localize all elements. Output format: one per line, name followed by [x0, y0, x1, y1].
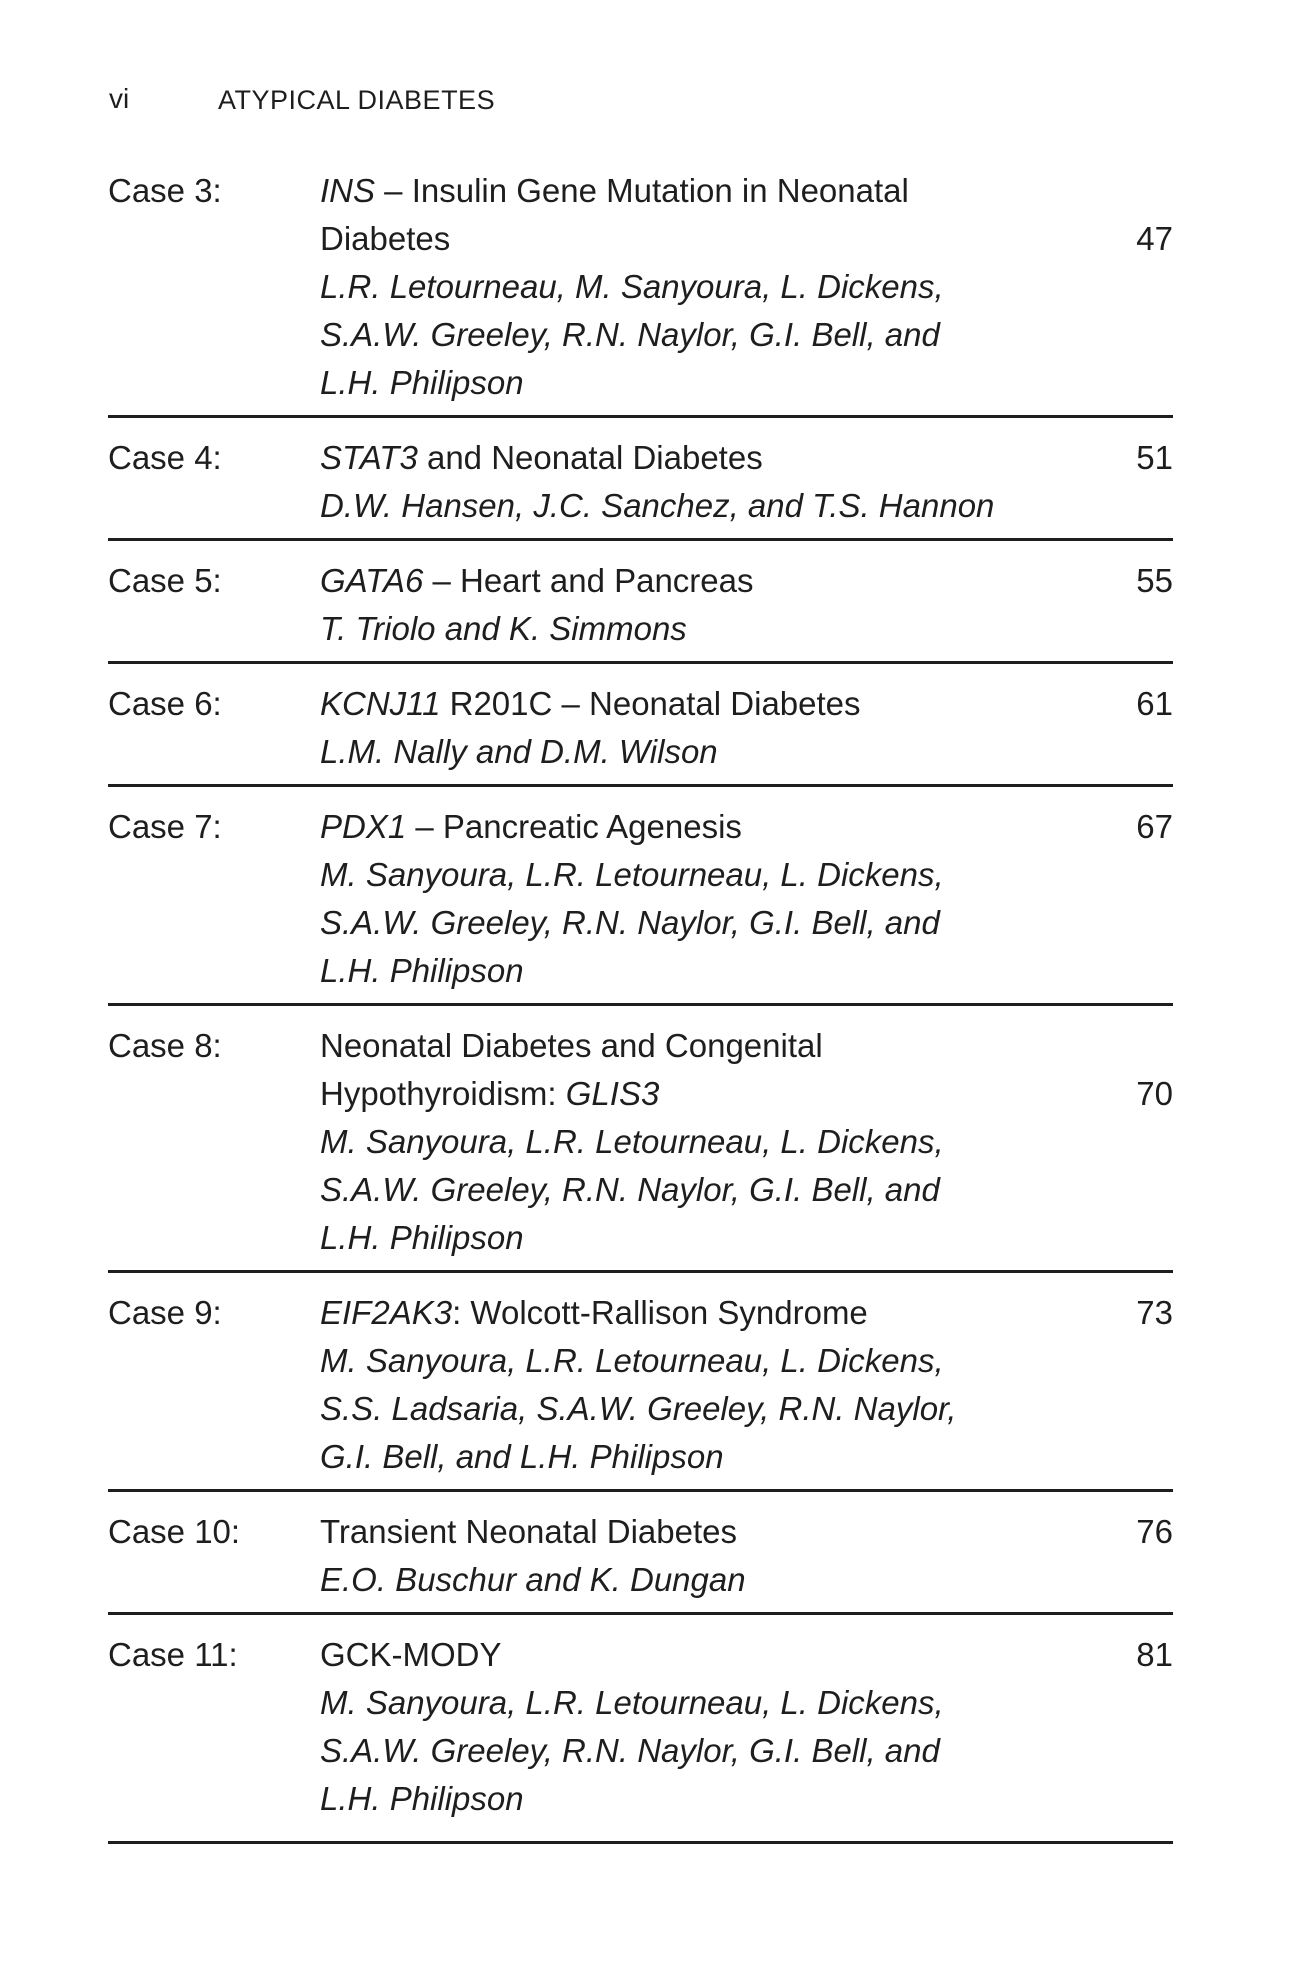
author-line	[320, 263, 1173, 311]
title-line	[320, 167, 1173, 215]
title-line	[320, 557, 1173, 605]
toc-entry	[108, 1615, 1173, 1844]
title-text	[320, 557, 1120, 605]
title-text	[320, 1508, 1120, 1556]
page-folio: vi	[109, 83, 130, 114]
title-text	[320, 680, 1120, 728]
author-text: M. Sanyoura, L.R. Letourneau, L. Dickens,	[320, 1123, 944, 1160]
title-segment: Transient Neonatal Diabetes	[320, 1513, 738, 1550]
case-content	[320, 557, 1173, 653]
case-label: Case 8:	[108, 1027, 222, 1064]
case-label: Case 11:	[108, 1636, 238, 1673]
running-header	[109, 82, 1174, 116]
case-content	[320, 803, 1173, 995]
case-label: Case 3:	[108, 172, 222, 209]
page-number: 61	[1136, 685, 1173, 722]
title-line	[320, 1022, 1173, 1070]
title-text	[320, 803, 1120, 851]
author-line	[320, 1337, 1173, 1385]
title-segment: : Wolcott-Rallison Syndrome	[452, 1294, 868, 1331]
case-label: Case 10:	[108, 1513, 241, 1550]
case-content	[320, 680, 1173, 776]
case-content	[320, 1508, 1173, 1604]
author-text: M. Sanyoura, L.R. Letourneau, L. Dickens,	[320, 856, 944, 893]
case-label: Case 7:	[108, 808, 222, 845]
author-line	[320, 728, 1173, 776]
author-text: L.H. Philipson	[320, 364, 524, 401]
author-line	[320, 1727, 1173, 1775]
author-text: S.S. Ladsaria, S.A.W. Greeley, R.N. Naylor,	[320, 1390, 957, 1427]
author-line	[320, 1679, 1173, 1727]
author-text: M. Sanyoura, L.R. Letourneau, L. Dickens,	[320, 1684, 944, 1721]
title-segment: – Insulin Gene Mutation in Neonatal	[375, 172, 909, 209]
title-line	[320, 1508, 1173, 1556]
title-line	[320, 215, 1173, 263]
author-line	[320, 605, 1173, 653]
author-text: S.A.W. Greeley, R.N. Naylor, G.I. Bell, and	[320, 1171, 940, 1208]
author-line	[320, 1385, 1173, 1433]
author-text: L.H. Philipson	[320, 1219, 524, 1256]
title-segment: R201C – Neonatal Diabetes	[440, 685, 861, 722]
gene-name: EIF2AK3	[320, 1294, 453, 1331]
author-text: M. Sanyoura, L.R. Letourneau, L. Dickens,	[320, 1342, 944, 1379]
case-label: Case 9:	[108, 1294, 222, 1331]
case-content	[320, 434, 1173, 530]
title-line	[320, 680, 1173, 728]
title-text	[320, 215, 1120, 263]
title-line	[320, 1070, 1173, 1118]
toc-entry	[108, 1273, 1173, 1492]
author-text: L.H. Philipson	[320, 952, 524, 989]
case-label: Case 5:	[108, 562, 222, 599]
title-text	[320, 1631, 1120, 1679]
author-line	[320, 851, 1173, 899]
title-segment: Hypothyroidism:	[320, 1075, 566, 1112]
author-text: L.R. Letourneau, M. Sanyoura, L. Dickens,	[320, 268, 944, 305]
page-number: 55	[1136, 562, 1173, 599]
page-number: 67	[1136, 808, 1173, 845]
gene-name: KCNJ11	[320, 685, 441, 722]
page-number: 81	[1136, 1636, 1173, 1673]
page-number: 51	[1136, 439, 1173, 476]
author-line	[320, 482, 1173, 530]
author-text: T. Triolo and K. Simmons	[320, 610, 687, 647]
title-segment: Neonatal Diabetes and Congenital	[320, 1027, 823, 1064]
gene-name: GATA6	[320, 562, 424, 599]
gene-name: GLIS3	[565, 1075, 660, 1112]
author-text: S.A.W. Greeley, R.N. Naylor, G.I. Bell, and	[320, 1732, 940, 1769]
case-content	[320, 167, 1173, 407]
page-number: 73	[1136, 1294, 1173, 1331]
toc-entry	[108, 418, 1173, 541]
title-line	[320, 1289, 1173, 1337]
author-text: D.W. Hansen, J.C. Sanchez, and T.S. Hannon	[320, 487, 995, 524]
author-line	[320, 359, 1173, 407]
toc-entry	[108, 1006, 1173, 1273]
title-segment: – Pancreatic Agenesis	[406, 808, 742, 845]
title-text	[320, 1289, 1120, 1337]
author-text: S.A.W. Greeley, R.N. Naylor, G.I. Bell, and	[320, 316, 940, 353]
author-line	[320, 1556, 1173, 1604]
author-text: E.O. Buschur and K. Dungan	[320, 1561, 746, 1598]
gene-name: PDX1	[320, 808, 407, 845]
gene-name: INS	[320, 172, 376, 209]
toc-entry	[108, 541, 1173, 664]
toc-entry	[108, 167, 1173, 418]
author-line	[320, 947, 1173, 995]
title-segment: – Heart and Pancreas	[423, 562, 754, 599]
title-segment: and Neonatal Diabetes	[417, 439, 763, 476]
title-text	[320, 1070, 1120, 1118]
page-number: 76	[1136, 1513, 1173, 1550]
case-label: Case 4:	[108, 439, 222, 476]
case-label: Case 6:	[108, 685, 222, 722]
author-line	[320, 1775, 1173, 1823]
author-line	[320, 899, 1173, 947]
author-line	[320, 1433, 1173, 1481]
case-content	[320, 1022, 1173, 1262]
title-segment: Diabetes	[320, 220, 451, 257]
page-number: 70	[1136, 1075, 1173, 1112]
toc-list	[108, 167, 1173, 1844]
title-line	[320, 434, 1173, 482]
title-text	[320, 1022, 1173, 1070]
title-line	[320, 1631, 1173, 1679]
author-line	[320, 1118, 1173, 1166]
title-text	[320, 167, 1173, 215]
title-segment: GCK-MODY	[320, 1636, 502, 1673]
toc-entry	[108, 1492, 1173, 1615]
author-line	[320, 1166, 1173, 1214]
author-line	[320, 311, 1173, 359]
toc-entry	[108, 787, 1173, 1006]
gene-name: STAT3	[320, 439, 418, 476]
page-number: 47	[1136, 220, 1173, 257]
author-text: L.H. Philipson	[320, 1780, 524, 1817]
author-line	[320, 1214, 1173, 1262]
book-title: ATYPICAL DIABETES	[218, 85, 496, 115]
author-text: G.I. Bell, and L.H. Philipson	[320, 1438, 724, 1475]
author-text: S.A.W. Greeley, R.N. Naylor, G.I. Bell, and	[320, 904, 940, 941]
title-text	[320, 434, 1120, 482]
case-content	[320, 1289, 1173, 1481]
title-line	[320, 803, 1173, 851]
toc-entry	[108, 664, 1173, 787]
author-text: L.M. Nally and D.M. Wilson	[320, 733, 718, 770]
case-content	[320, 1631, 1173, 1823]
